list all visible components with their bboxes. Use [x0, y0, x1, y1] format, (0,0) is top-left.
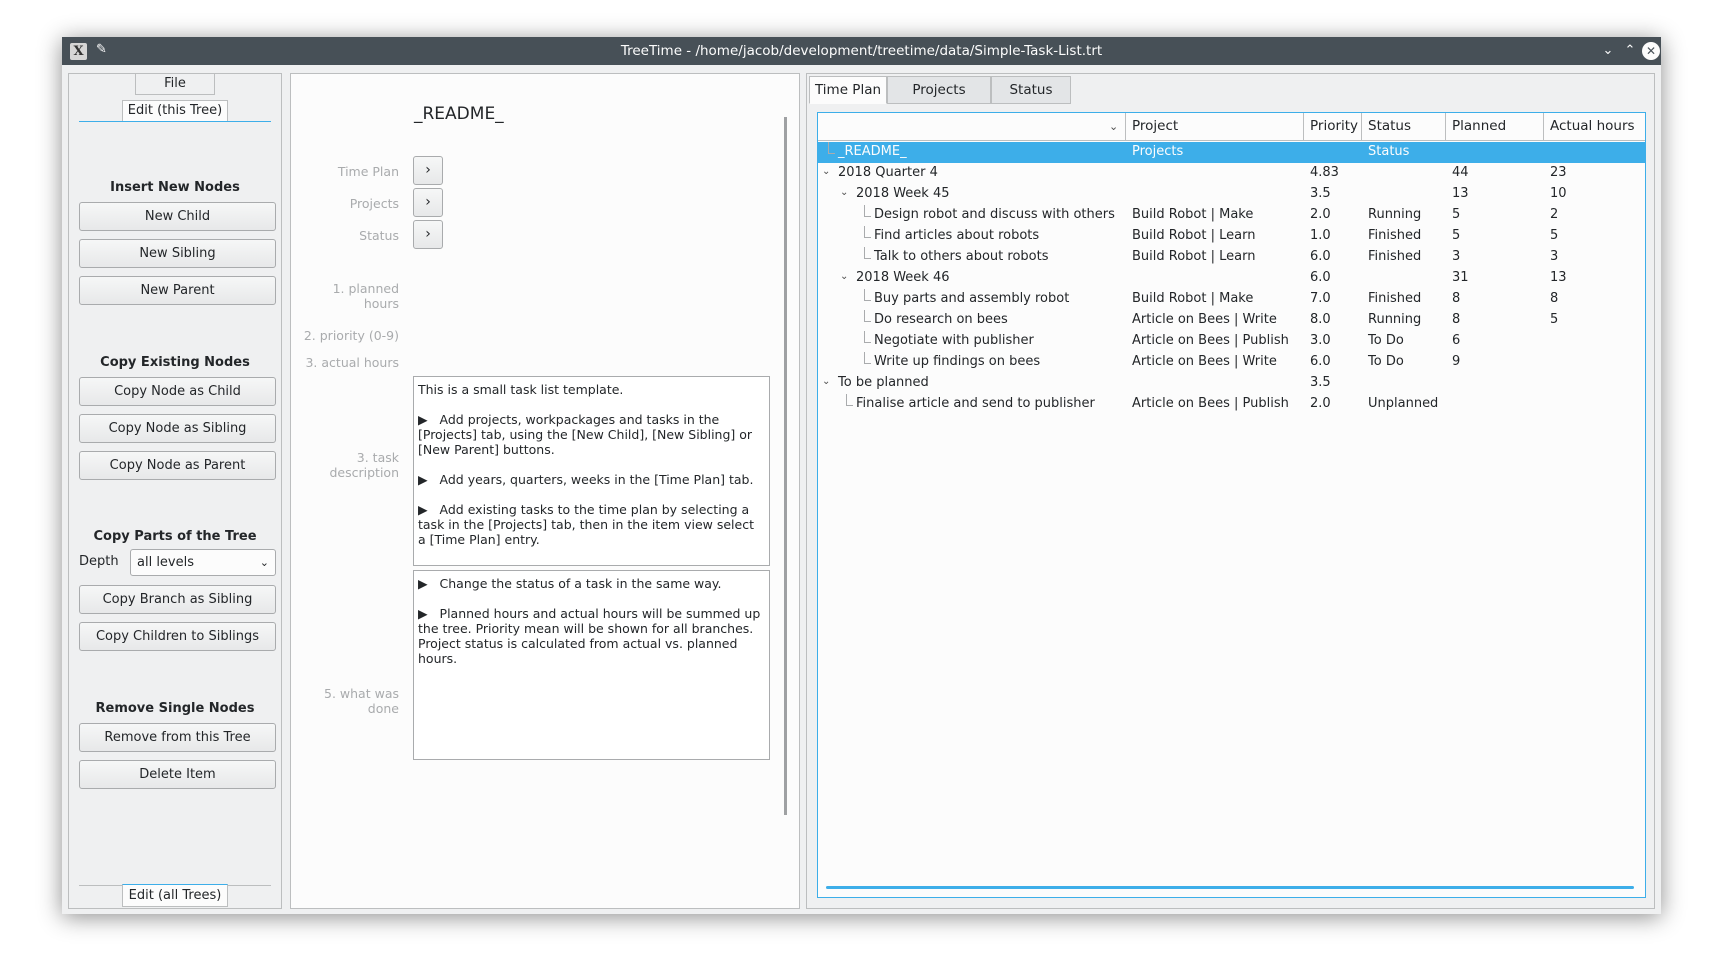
branch-line	[864, 331, 865, 342]
copy-section-title: Copy Existing Nodes	[100, 355, 250, 370]
parts-section-title: Copy Parts of the Tree	[93, 529, 257, 544]
tree-row[interactable]	[818, 331, 1645, 352]
branch-line	[828, 142, 829, 153]
tree-row[interactable]	[818, 142, 1645, 163]
chevron-right-icon: ›	[425, 226, 431, 242]
tree-panel	[806, 73, 1655, 909]
branch-line	[864, 205, 865, 216]
name-cell: Find articles about robots	[874, 228, 1040, 243]
planned-cell: 31	[1452, 270, 1469, 285]
window-title: TreeTime - /home/jacob/development/treetime/data/Simple-Task-List.trt	[620, 43, 1103, 59]
priority-cell: 2.0	[1310, 396, 1331, 411]
name-cell: Finalise article and send to publisher	[856, 396, 1095, 411]
priority-column-header[interactable]: Priority	[1304, 113, 1362, 141]
planned-cell: 13	[1452, 186, 1469, 201]
copy-node-as-child-button[interactable]: Copy Node as Child	[79, 377, 276, 406]
planned-hours-column-header[interactable]: Planned	[1446, 113, 1544, 141]
name-cell: Write up findings on bees	[874, 354, 1041, 369]
branch-line	[846, 394, 847, 405]
name-cell: To be planned	[838, 375, 929, 390]
name-cell: 2018 Quarter 4	[838, 165, 938, 180]
status-cell: Status	[1368, 144, 1410, 159]
tab-edit-this-tree[interactable]: Edit (this Tree)	[122, 100, 228, 122]
time-plan-nav-button[interactable]	[413, 156, 443, 185]
actual-cell: 2	[1550, 207, 1559, 222]
priority-cell: 6.0	[1310, 354, 1331, 369]
project-cell: Build Robot | Learn	[1132, 249, 1256, 264]
tree-row[interactable]	[818, 373, 1645, 394]
priority-cell: 6.0	[1310, 249, 1331, 264]
copy-node-as-sibling-button[interactable]: Copy Node as Sibling	[79, 414, 276, 443]
what-was-done-label: 5. what was done	[324, 686, 399, 716]
branch-line	[846, 405, 853, 406]
branch-line	[864, 226, 865, 237]
branch-line	[864, 352, 865, 363]
actual-cell: 8	[1550, 291, 1559, 306]
middle-scrollbar[interactable]	[784, 117, 787, 815]
branch-line	[864, 310, 865, 321]
branch-line	[828, 153, 835, 154]
tree-header	[818, 113, 1645, 141]
project-cell: Article on Bees | Write	[1132, 354, 1277, 369]
copy-children-to-siblings-button[interactable]: Copy Children to Siblings	[79, 622, 276, 651]
status-cell: To Do	[1368, 333, 1404, 348]
task-description-label: 3. task description	[329, 450, 399, 480]
title-bar[interactable]	[62, 37, 1661, 65]
chevron-down-icon: ⌄	[1109, 120, 1119, 133]
item-title: _README_	[414, 104, 504, 124]
status-cell: Unplanned	[1368, 396, 1439, 411]
status-cell: Finished	[1368, 291, 1422, 306]
app-window	[62, 37, 1661, 914]
priority-label: 2. priority (0-9)	[303, 328, 399, 343]
actual-cell: 23	[1550, 165, 1567, 180]
copy-node-as-parent-button[interactable]: Copy Node as Parent	[79, 451, 276, 480]
project-cell: Projects	[1132, 144, 1184, 159]
project-cell: Build Robot | Make	[1132, 291, 1254, 306]
tree-view[interactable]	[817, 112, 1646, 898]
remove-section-title: Remove Single Nodes	[95, 701, 255, 716]
project-column-header[interactable]: Project	[1126, 113, 1304, 141]
tab-file[interactable]: File	[135, 73, 215, 95]
priority-cell: 3.5	[1310, 186, 1331, 201]
what-was-done-field[interactable]: ▶ Change the status of a task in the same way. ▶ Planned hours and actual hours will be summed up the tree. Priority mean will be shown for all branches. Project status is calculated from actual vs. planned hours.	[413, 570, 770, 760]
app-icon[interactable]: X	[70, 43, 87, 60]
branch-line	[864, 216, 871, 217]
name-cell: Design robot and discuss with others	[874, 207, 1115, 222]
project-cell: Article on Bees | Write	[1132, 312, 1277, 327]
minimize-icon[interactable]: ⌄	[1602, 43, 1614, 58]
pin-icon[interactable]: ✎	[96, 42, 107, 57]
tree-row[interactable]	[818, 205, 1645, 226]
actual-hours-label: 3. actual hours	[305, 355, 399, 370]
chevron-right-icon: ›	[425, 162, 431, 178]
insert-section-title: Insert New Nodes	[110, 180, 240, 195]
actual-cell: 3	[1550, 249, 1559, 264]
status-cell: Running	[1368, 312, 1422, 327]
priority-cell: 3.5	[1310, 375, 1331, 390]
name-cell: 2018 Week 46	[856, 270, 950, 285]
time-plan-label: Time Plan	[337, 164, 399, 179]
project-cell: Article on Bees | Publish	[1132, 396, 1289, 411]
planned-cell: 9	[1452, 354, 1461, 369]
project-cell: Build Robot | Make	[1132, 207, 1254, 222]
name-column-header[interactable]	[818, 113, 1126, 141]
tree-row[interactable]	[818, 394, 1645, 415]
status-column-header[interactable]: Status	[1362, 113, 1446, 141]
priority-cell: 1.0	[1310, 228, 1331, 243]
name-cell: 2018 Week 45	[856, 186, 950, 201]
name-cell: _README_	[838, 144, 907, 159]
tab-edit-all-trees[interactable]: Edit (all Trees)	[122, 884, 228, 907]
planned-cell: 6	[1452, 333, 1461, 348]
expand-chevron-icon[interactable]: ⌄	[822, 166, 831, 177]
priority-cell: 7.0	[1310, 291, 1331, 306]
branch-line	[864, 289, 865, 300]
name-cell: Talk to others about robots	[874, 249, 1049, 264]
new-parent-button[interactable]: New Parent	[79, 276, 276, 305]
actual-hours-column-header[interactable]: Actual hours	[1550, 118, 1635, 134]
tree-row[interactable]	[818, 184, 1645, 205]
item-view-panel	[290, 73, 800, 909]
tree-row[interactable]	[818, 289, 1645, 310]
priority-cell: 8.0	[1310, 312, 1331, 327]
planned-hours-label: 1. planned hours	[332, 281, 399, 311]
close-icon[interactable]: ✕	[1642, 42, 1660, 60]
branch-line	[864, 363, 871, 364]
planned-cell: 5	[1452, 228, 1461, 243]
priority-cell: 6.0	[1310, 270, 1331, 285]
task-description-field[interactable]: This is a small task list template. ▶ Add projects, workpackages and tasks in the [Projects] tab, using the [New Child], [New Sibling] or [New Parent] buttons. ▶ Add years, quarters, weeks in the [Time Plan] tab. ▶ Add existing tasks to the time plan by selecting a task in the [Projects] tab, then in the item view select a [Time Plan] entry.	[413, 376, 770, 566]
tab-status[interactable]: Status	[991, 76, 1071, 104]
status-nav-button[interactable]	[413, 220, 443, 249]
tree-row[interactable]	[818, 268, 1645, 289]
depth-select[interactable]	[130, 549, 276, 576]
priority-cell: 2.0	[1310, 207, 1331, 222]
tree-row[interactable]	[818, 226, 1645, 247]
chevron-down-icon: ⌄	[259, 556, 269, 569]
horizontal-scrollbar[interactable]	[826, 886, 1634, 889]
priority-cell: 4.83	[1310, 165, 1339, 180]
tab-time-plan[interactable]: Time Plan	[809, 76, 887, 104]
tab-divider	[79, 121, 271, 122]
tree-row[interactable]	[818, 352, 1645, 373]
depth-select-value: all levels	[137, 555, 195, 570]
branch-line	[864, 258, 871, 259]
tree-row[interactable]	[818, 310, 1645, 331]
chevron-right-icon: ›	[425, 194, 431, 210]
actual-cell: 5	[1550, 312, 1559, 327]
name-cell: Do research on bees	[874, 312, 1008, 327]
new-sibling-button[interactable]: New Sibling	[79, 239, 276, 268]
planned-cell: 3	[1452, 249, 1461, 264]
project-cell: Build Robot | Learn	[1132, 228, 1256, 243]
projects-label: Projects	[349, 196, 399, 211]
expand-chevron-icon[interactable]: ⌄	[822, 376, 831, 387]
maximize-icon[interactable]: ⌃	[1624, 43, 1636, 58]
priority-cell: 3.0	[1310, 333, 1331, 348]
edit-panel	[68, 73, 282, 909]
planned-cell: 8	[1452, 312, 1461, 327]
remove-from-tree-button[interactable]: Remove from this Tree	[79, 723, 276, 752]
branch-line	[864, 237, 871, 238]
expand-chevron-icon[interactable]: ⌄	[840, 271, 849, 282]
new-child-button[interactable]: New Child	[79, 202, 276, 231]
tree-row[interactable]	[818, 247, 1645, 268]
actual-cell: 10	[1550, 186, 1567, 201]
status-label: Status	[359, 228, 399, 243]
tree-row[interactable]	[818, 163, 1645, 184]
name-cell: Negotiate with publisher	[874, 333, 1034, 348]
branch-line	[864, 321, 871, 322]
project-cell: Article on Bees | Publish	[1132, 333, 1289, 348]
status-cell: Finished	[1368, 228, 1422, 243]
actual-cell: 13	[1550, 270, 1567, 285]
branch-line	[864, 300, 871, 301]
copy-branch-as-sibling-button[interactable]: Copy Branch as Sibling	[79, 585, 276, 614]
expand-chevron-icon[interactable]: ⌄	[840, 187, 849, 198]
status-cell: To Do	[1368, 354, 1404, 369]
branch-line	[864, 247, 865, 258]
planned-cell: 44	[1452, 165, 1469, 180]
name-cell: Buy parts and assembly robot	[874, 291, 1070, 306]
planned-cell: 8	[1452, 291, 1461, 306]
tab-projects[interactable]: Projects	[887, 76, 991, 104]
delete-item-button[interactable]: Delete Item	[79, 760, 276, 789]
depth-label: Depth	[79, 554, 119, 569]
status-cell: Running	[1368, 207, 1422, 222]
planned-cell: 5	[1452, 207, 1461, 222]
actual-cell: 5	[1550, 228, 1559, 243]
status-cell: Finished	[1368, 249, 1422, 264]
branch-line	[864, 342, 871, 343]
projects-nav-button[interactable]	[413, 188, 443, 217]
